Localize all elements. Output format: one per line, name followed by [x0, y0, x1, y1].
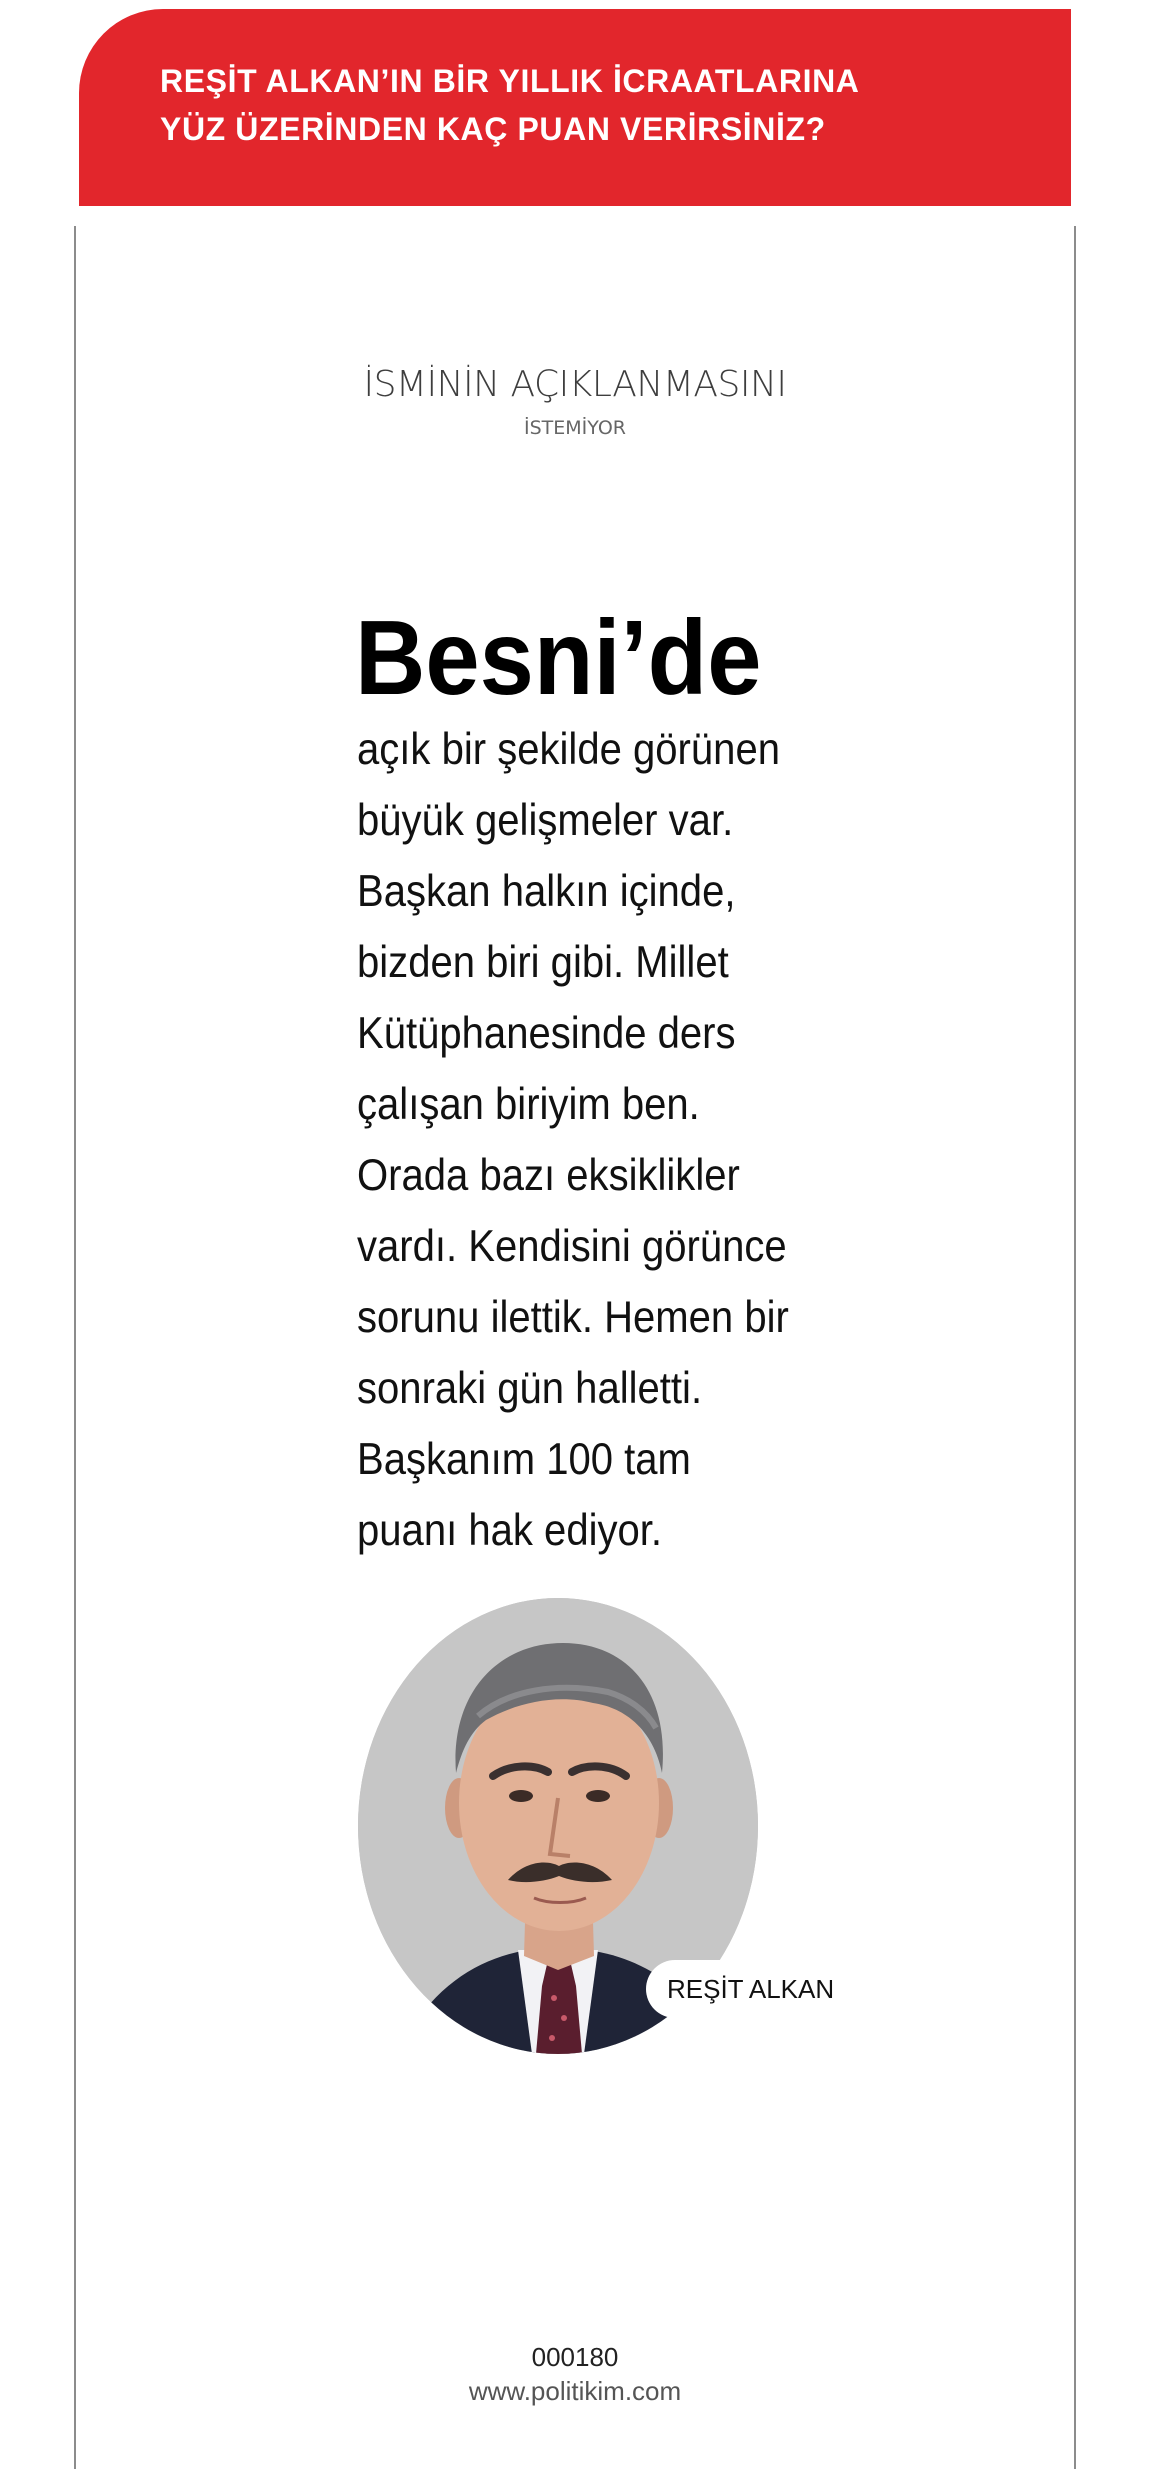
quote-line: Orada bazı eksiklikler	[357, 1151, 740, 1200]
frame-left-border	[74, 226, 76, 2469]
footer-code: 000180	[531, 2342, 619, 2372]
quote-line: büyük gelişmeler var.	[357, 796, 734, 845]
quote-line: sonraki gün halletti.	[357, 1364, 703, 1413]
quote-line: Kütüphanesinde ders	[357, 1009, 736, 1058]
respondent-name-sub: İSTEMİYOR	[524, 417, 626, 439]
header-banner	[79, 9, 1071, 206]
quote-line: bizden biri gibi. Millet	[357, 938, 729, 987]
quote-line: Başkan halkın içinde,	[357, 867, 736, 916]
quote-line: Başkanım 100 tam	[357, 1435, 691, 1484]
frame-right-border	[1074, 226, 1076, 2469]
footer-website: www.politikim.com	[468, 2376, 682, 2406]
portrait-name-tag: REŞİT ALKAN	[646, 1960, 858, 2018]
quote-line: açık bir şekilde görünen	[357, 725, 780, 774]
quote-body	[357, 714, 827, 1566]
header-title-line-2: YÜZ ÜZERİNDEN KAÇ PUAN VERİRSİNİZ?	[160, 111, 826, 147]
quote-headline: Besni’de	[355, 599, 762, 717]
quote-line: vardı. Kendisini görünce	[357, 1222, 787, 1271]
quote-line: puanı hak ediyor.	[357, 1506, 663, 1555]
quote-line: sorunu ilettik. Hemen bir	[357, 1293, 789, 1342]
quote-line: çalışan biriyim ben.	[357, 1080, 700, 1129]
respondent-name-label: İSMİNİN AÇIKLANMASINI	[363, 364, 787, 405]
header-title-line-1: REŞİT ALKAN’IN BİR YILLIK İCRAATLARINA	[160, 63, 860, 99]
